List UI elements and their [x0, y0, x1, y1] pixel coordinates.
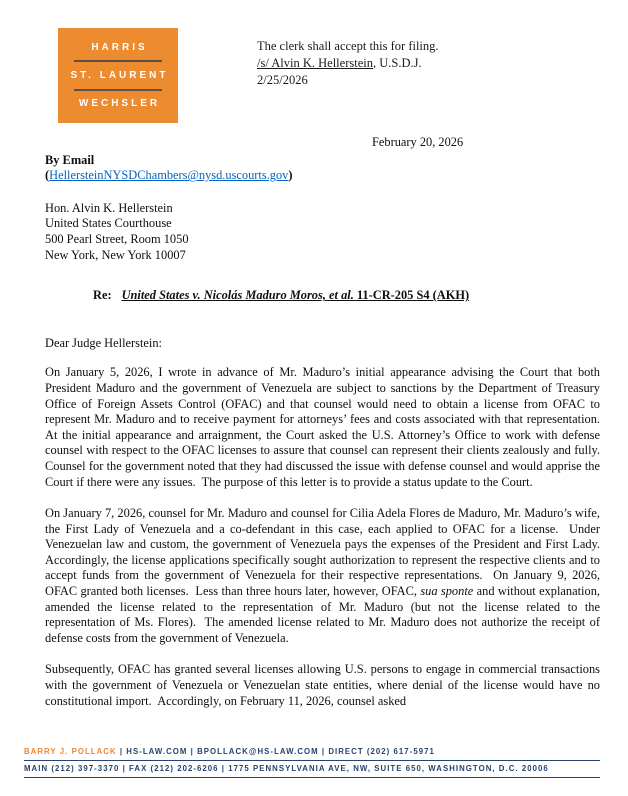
- salutation: Dear Judge Hellerstein:: [45, 335, 162, 350]
- re-label: Re:: [93, 288, 112, 303]
- footer-contact-line: [24, 744, 600, 761]
- body-paragraph-1: On January 5, 2026, I wrote in advance of Mr. Maduro’s initial appearance advising the Court that both President Maduro and the government of Venezuela are subject to sanctions by the Department of Treasury Office of Foreign Assets Control (OFAC) and that counsel would need to obtain a license from OFAC to represent Mr. Maduro and to receive payment for attorneys’ fees and costs associated with that representation. At the initial appearance and arraignment, the Court asked the U.S. Attorney’s Office to work with defense counsel with respect to the OFAC licenses to assure that counsel can represent their clients zealously and fully. Counsel for the government noted that they had discussed the issue with defense counsel and would apprise the Court if there were any issues. The purpose of this letter is to provide a status update to the Court.: [45, 365, 607, 489]
- paragraph-2-text-continued: and without explanation, amended the license related to the representation of Mr. Maduro (but not the license related to the representation of Ms. Flores). The amended license related to Mr. Maduro does not authorize the receipt of defense costs from the government of Venezuela.: [45, 584, 604, 645]
- address-line-city: New York, New York 10007: [45, 247, 186, 262]
- recipient-email-link[interactable]: HellersteinNYSDChambers@nysd.uscourts.gov: [49, 168, 289, 183]
- case-name: United States v. Nicolás Maduro Moros, et al.: [121, 288, 354, 303]
- endorsement-signature-line: [257, 55, 439, 72]
- body-paragraph-2: [45, 506, 607, 646]
- letter-content: [45, 135, 607, 709]
- logo-divider: [74, 89, 162, 91]
- address-line-name: Hon. Alvin K. Hellerstein: [45, 200, 173, 215]
- logo-divider: [74, 60, 162, 62]
- recipient-email-line: [45, 168, 600, 184]
- recipient-address: [45, 201, 600, 263]
- letter-date: February 20, 2026: [372, 135, 464, 149]
- paragraph-2-text: On January 7, 2026, counsel for Mr. Maduro and counsel for Cilia Adela Flores de Maduro, Mr. Maduro’s wife, the First Lady of Venezuela and a co-defendant in this case, each applied to OFAC for a license. Under Venezuelan law and custom, the government of Venezuela pays the expenses of the President and First Lady. Accordingly, the license applications specifically sought authorization to represent the respective clients and to accept funds from the government of Venezuela for their respective representations. On January 9, 2026, OFAC granted both licenses. Less than three hours later, however, OFAC,: [45, 506, 607, 599]
- close-paren: ): [288, 168, 293, 183]
- re-line: [93, 288, 600, 304]
- open-paren: (: [45, 168, 50, 183]
- delivery-method: By Email: [45, 152, 95, 167]
- endorsement-signature-suffix: , U.S.D.J.: [372, 56, 422, 70]
- endorsement-date: 2/25/2026: [257, 73, 308, 87]
- case-reference: [122, 288, 470, 302]
- latin-phrase: sua sponte: [420, 584, 474, 599]
- endorsement-signature: /s/ Alvin K. Hellerstein: [257, 56, 373, 70]
- footer-attorney-name: BARRY J. POLLACK: [24, 747, 117, 756]
- footer-attorney-contact: | HS-LAW.COM | BPOLLACK@HS-LAW.COM | DIRECT (202) 617-5971: [116, 747, 435, 756]
- footer-office-line: MAIN (212) 397-3370 | FAX (212) 202-6206 | 1775 PENNSYLVANIA AVE, NW, SUITE 650, WASHINGTON, D.C. 20006: [24, 761, 600, 778]
- endorsement-text: The clerk shall accept this for filing.: [257, 39, 439, 53]
- letterhead-footer: [24, 744, 600, 778]
- case-number: 11-CR-205 S4 (AKH): [353, 288, 470, 303]
- firm-logo: [58, 28, 178, 123]
- firm-name-wechsler: WECHSLER: [78, 98, 161, 110]
- firm-name-harris: HARRIS: [91, 41, 148, 53]
- firm-name-st-laurent: ST. LAURENT: [70, 69, 169, 81]
- body-paragraph-3: Subsequently, OFAC has granted several licenses allowing U.S. persons to engage in commercial transactions with the government of Venezuela or Venezuelan state entities, where denial of the license would have no constitutional import. Accordingly, on February 11, 2026, counsel asked: [45, 662, 604, 708]
- address-line-building: United States Courthouse: [45, 216, 172, 231]
- clerk-endorsement: [257, 38, 439, 89]
- address-line-street: 500 Pearl Street, Room 1050: [45, 231, 189, 246]
